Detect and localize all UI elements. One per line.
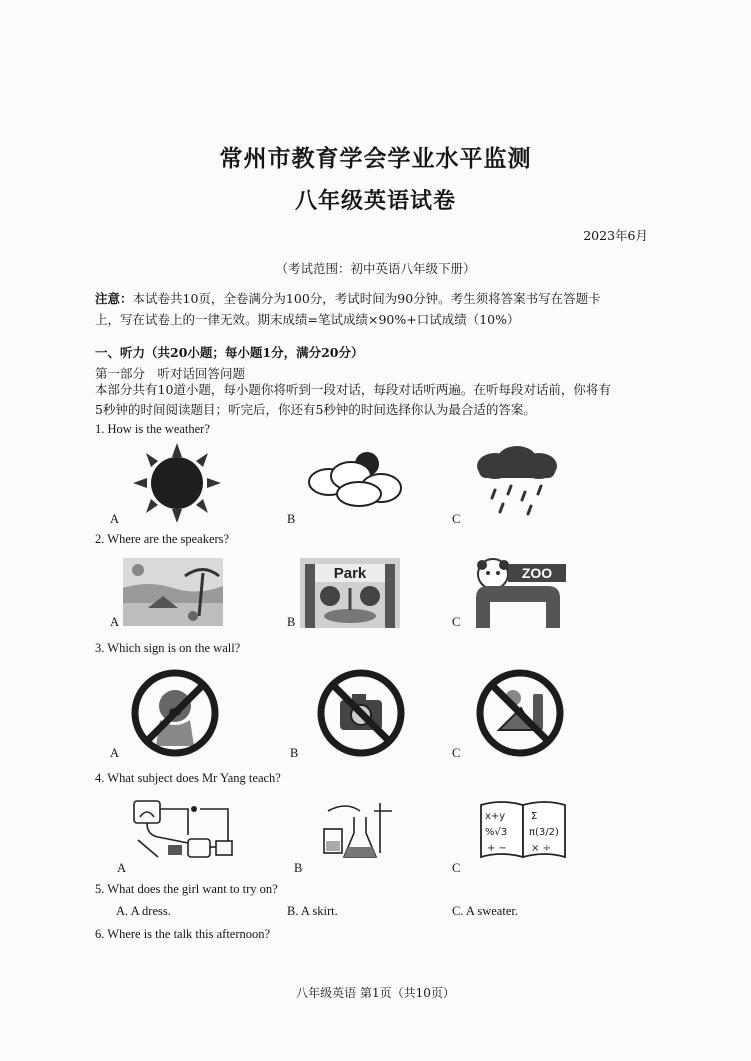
section-intro [95,380,665,420]
exam-scope: （考试范围：初中英语八年级下册） [275,261,476,276]
q3-option-b: B [290,746,299,760]
zoo-scene-icon [468,558,568,628]
notice-label: 注意： [95,291,133,306]
q3-option-a: A [110,746,120,760]
part-heading: 第一部分 听对话回答问题 [95,366,246,381]
q1-option-b: B [287,512,296,526]
park-sign-text: Park [333,565,367,582]
svg-text:x+y: x+y [485,811,506,822]
q1-option-a: A [110,512,120,526]
exam-date: 2023年6月 [583,228,648,243]
question-4-stem: 4. What subject does Mr Yang teach? [95,771,281,785]
q2-option-a: A [110,615,120,629]
math-book-icon [477,797,569,861]
question-6-stem: 6. Where is the talk this afternoon? [95,927,271,941]
exam-title: 常州市教育学会学业水平监测 [219,145,532,172]
q3-option-c: C [452,746,461,760]
physics-circuit-icon [128,795,238,865]
q1-option-c: C [452,512,461,526]
svg-text:+ −: + − [487,843,507,854]
svg-text:%√3: %√3 [485,827,508,838]
beach-scene-icon [123,558,223,626]
exam-subtitle: 八年级英语试卷 [294,188,456,214]
section-heading: 一、听力（共20小题；每小题1分，满分20分） [95,345,364,360]
intro-line1: 本部分共有10道小题，每小题你将听到一段对话，每段对话听两遍。在听每段对话前，你将有 [95,382,611,397]
svg-text:× ÷: × ÷ [531,843,551,854]
q2-option-c: C [452,615,461,629]
q4-option-b: B [294,861,303,875]
svg-text:π(3/2): π(3/2) [529,827,559,838]
notice-block [95,288,665,330]
notice-line1: 本试卷共10页，全卷满分为100分，考试时间为90分钟。考生须将答案书写在答题卡 [132,291,601,306]
no-food-sign-icon [475,668,565,758]
no-camera-sign-icon [316,668,406,758]
zoo-sign-text: ZOO [521,565,553,581]
intro-line2: 5秒钟的时间阅读题目；听完后，你还有5秒钟的时间选择你认为最合适的答案。 [95,402,536,417]
question-5-stem: 5. What does the girl want to try on? [95,882,278,896]
question-3-stem: 3. Which sign is on the wall? [95,641,241,655]
sun-icon [133,443,221,523]
chemistry-lab-icon [318,797,396,863]
q4-option-c: C [452,861,461,875]
q5-option-c: C. A sweater. [452,904,518,918]
no-shouting-sign-icon [130,668,220,758]
svg-text:Σ: Σ [531,811,538,822]
notice-line2: 上，写在试卷上的一律无效。期末成绩=笔试成绩×90%+口试成绩（10%） [95,312,520,327]
rain-cloud-icon [475,446,560,518]
park-scene-icon [300,558,400,628]
q4-option-a: A [117,861,127,875]
q5-option-a: A. A dress. [116,904,171,918]
q5-option-b: B. A skirt. [287,904,338,918]
question-1-stem: 1. How is the weather? [95,422,210,436]
cloud-sun-icon [305,450,405,510]
q2-option-b: B [287,615,296,629]
question-2-stem: 2. Where are the speakers? [95,532,230,546]
page-footer: 八年级英语 第1页（共10页） [296,986,455,1000]
